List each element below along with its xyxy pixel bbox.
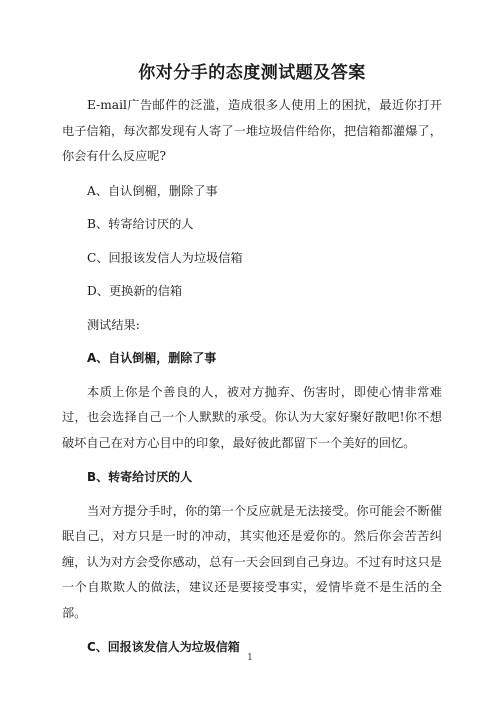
result-c-heading: C、回报该发信人为垃圾信箱: [87, 640, 240, 654]
question-paragraph: E-mail广告邮件的泛滥，造成很多人使用上的困扰，最近你打开电子信箱，每次都发现有人寄了一堆垃圾信件给你，把信箱都灌爆了，你会有什么反应呢?: [62, 98, 442, 163]
page-number: 1: [247, 653, 253, 663]
result-a-text: 本质上你是个善良的人，被对方抛弃、伤害时，即使心情非常难过，也会选择自己一个人默默的承受。你认为大家好聚好散吧!你不想破坏自己在对方心目中的印象，最好彼此都留下一个美好的回忆。: [62, 384, 442, 450]
option-d: D、更换新的信箱: [87, 284, 183, 298]
result-b-heading: B、转寄给讨厌的人: [87, 470, 193, 484]
result-a-heading: A、自认倒楣，删除了事: [87, 351, 217, 365]
option-a: A、自认倒楣，删除了事: [87, 183, 218, 198]
document-title: 你对分手的态度测试题及答案: [138, 63, 366, 83]
option-c: C、回报该发信人为垃圾信箱: [87, 250, 243, 265]
result-b-text: 当对方提分手时，你的第一个反应就是无法接受。你可能会不断催眠自己，对方只是一时的冲动，其实他还是爱你的。然后你会苦苦纠缠，认为对方会受你感动，总有一天会回到自己身边。不过有时这只是一个自欺欺人的做法，建议还是要接受事实，爱情毕竟不是生活的全部。: [62, 503, 442, 620]
results-label: 测试结果:: [87, 317, 140, 332]
option-b: B、转寄给讨厌的人: [87, 217, 194, 231]
